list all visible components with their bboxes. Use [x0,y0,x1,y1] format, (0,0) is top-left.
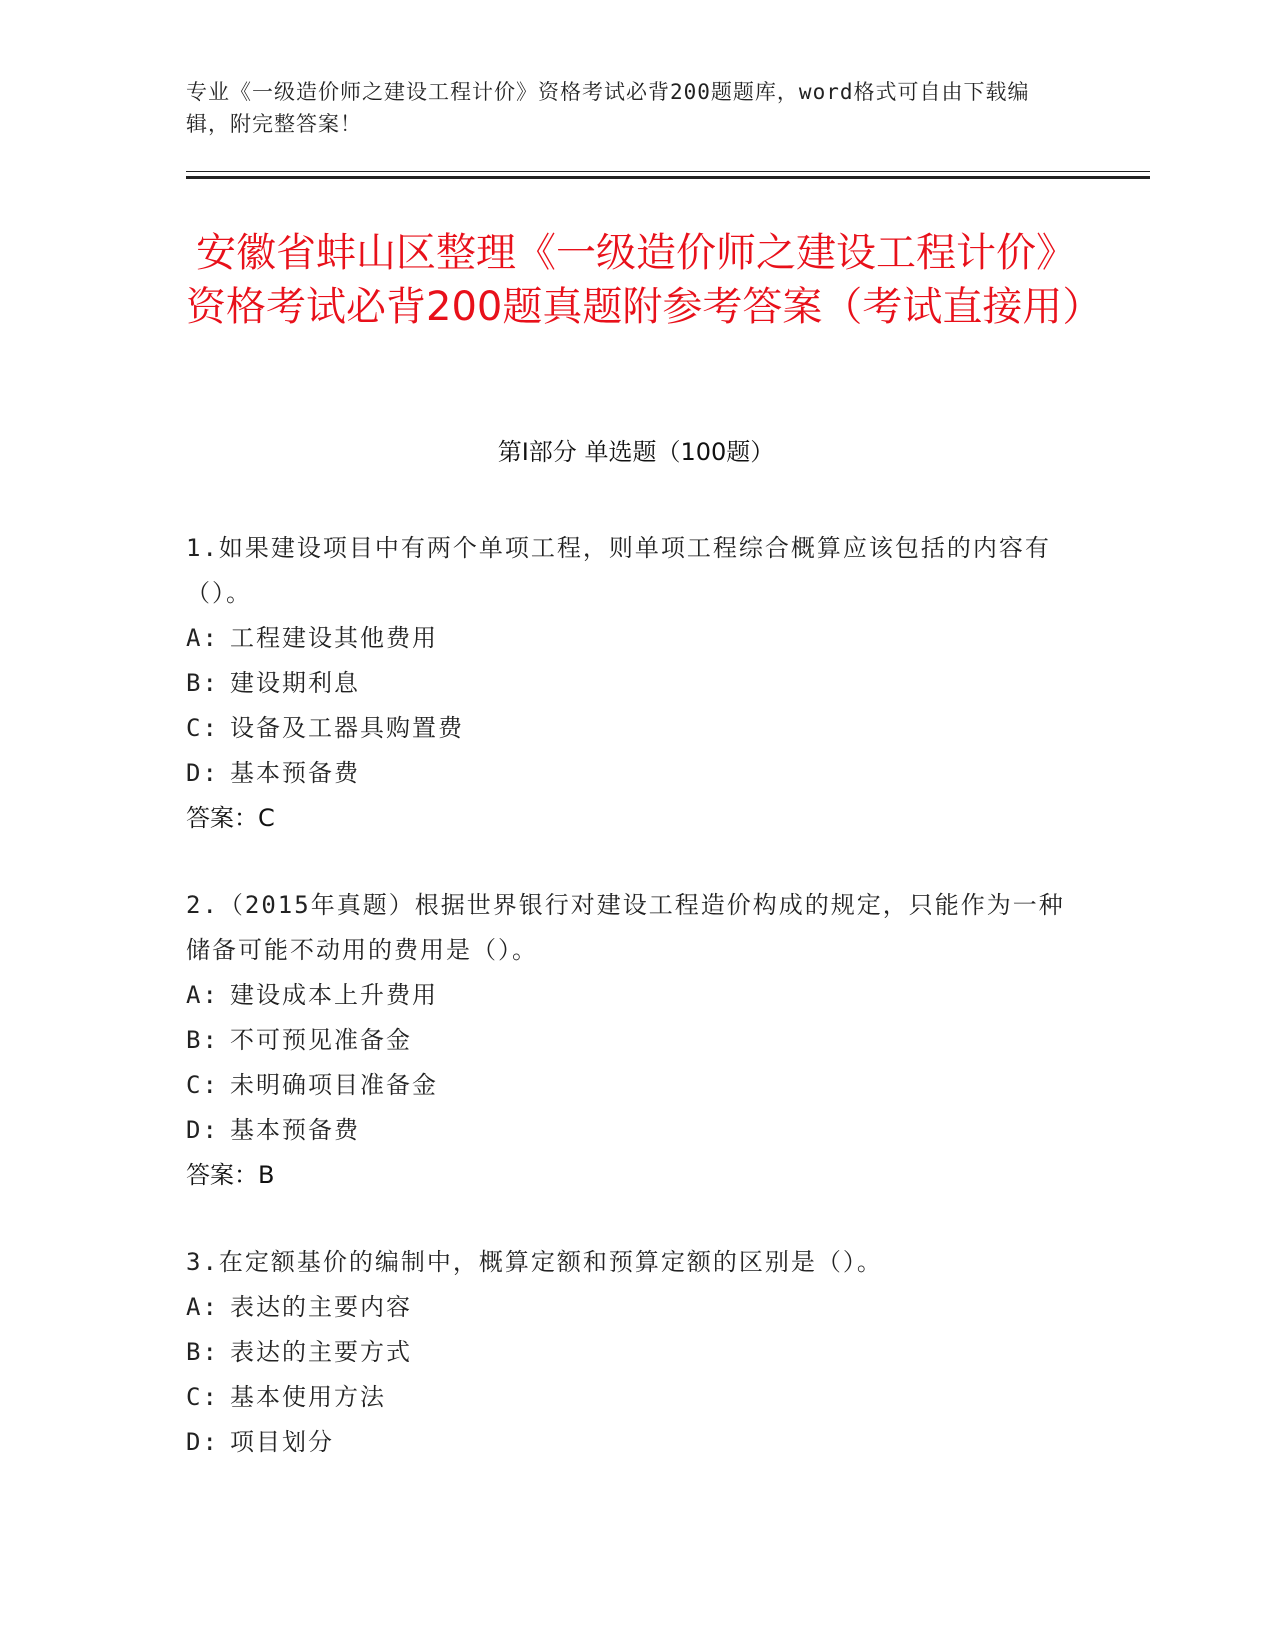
option-text: 表达的主要方式 [230,1338,412,1366]
question-item [186,883,1066,1198]
option-letter: D: [186,1428,219,1456]
option-letter: A: [186,981,219,1009]
option-a [186,616,1066,661]
header-note: 专业《一级造价师之建设工程计价》资格考试必背200题题库，word格式可自由下载编辑，附完整答案！ [186,80,1030,136]
option-c [186,706,1066,751]
option-c [186,1375,1066,1420]
option-d [186,1420,1066,1465]
option-a [186,1285,1066,1330]
option-text: 不可预见准备金 [230,1026,412,1054]
answer-value: B [258,1161,275,1189]
header-divider-thick [186,176,1150,179]
option-letter: B: [186,1338,219,1366]
question-item [186,526,1066,841]
option-letter: B: [186,1026,219,1054]
option-b [186,1018,1066,1063]
section-heading: 第Ⅰ部分 单选题（100题） [497,438,775,466]
option-text: 设备及工器具购置费 [230,714,464,742]
option-letter: C: [186,1383,219,1411]
option-letter: A: [186,1293,219,1321]
question-stem: 1.如果建设项目中有两个单项工程，则单项工程综合概算应该包括的内容有（）。 [186,534,1051,607]
answer-value: C [258,804,275,832]
question-list [186,526,1066,1507]
option-text: 表达的主要内容 [230,1293,412,1321]
answer-prefix: 答案： [186,1161,258,1189]
option-text: 基本预备费 [230,1116,360,1144]
question-stem: 3.在定额基价的编制中，概算定额和预算定额的区别是（）。 [186,1248,883,1276]
answer-line [186,1153,1066,1198]
document-title: 安徽省蚌山区整理《一级造价师之建设工程计价》资格考试必背200题真题附参考答案（考试直接用） [186,230,1103,330]
option-text: 建设期利息 [230,669,360,697]
option-text: 基本预备费 [230,759,360,787]
option-a [186,973,1066,1018]
question-item [186,1240,1066,1465]
option-text: 基本使用方法 [230,1383,386,1411]
option-letter: D: [186,1116,219,1144]
answer-prefix: 答案： [186,804,258,832]
option-b [186,661,1066,706]
header-divider-thin [186,171,1150,172]
answer-line [186,796,1066,841]
option-text: 工程建设其他费用 [230,624,438,652]
option-letter: C: [186,714,219,742]
option-d [186,751,1066,796]
option-text: 建设成本上升费用 [230,981,438,1009]
option-letter: A: [186,624,219,652]
option-d [186,1108,1066,1153]
option-c [186,1063,1066,1108]
question-stem: 2.（2015年真题）根据世界银行对建设工程造价构成的规定，只能作为一种储备可能不动用的费用是（）。 [186,891,1065,964]
option-letter: B: [186,669,219,697]
option-text: 项目划分 [230,1428,334,1456]
option-letter: D: [186,759,219,787]
option-b [186,1330,1066,1375]
option-text: 未明确项目准备金 [230,1071,438,1099]
option-letter: C: [186,1071,219,1099]
